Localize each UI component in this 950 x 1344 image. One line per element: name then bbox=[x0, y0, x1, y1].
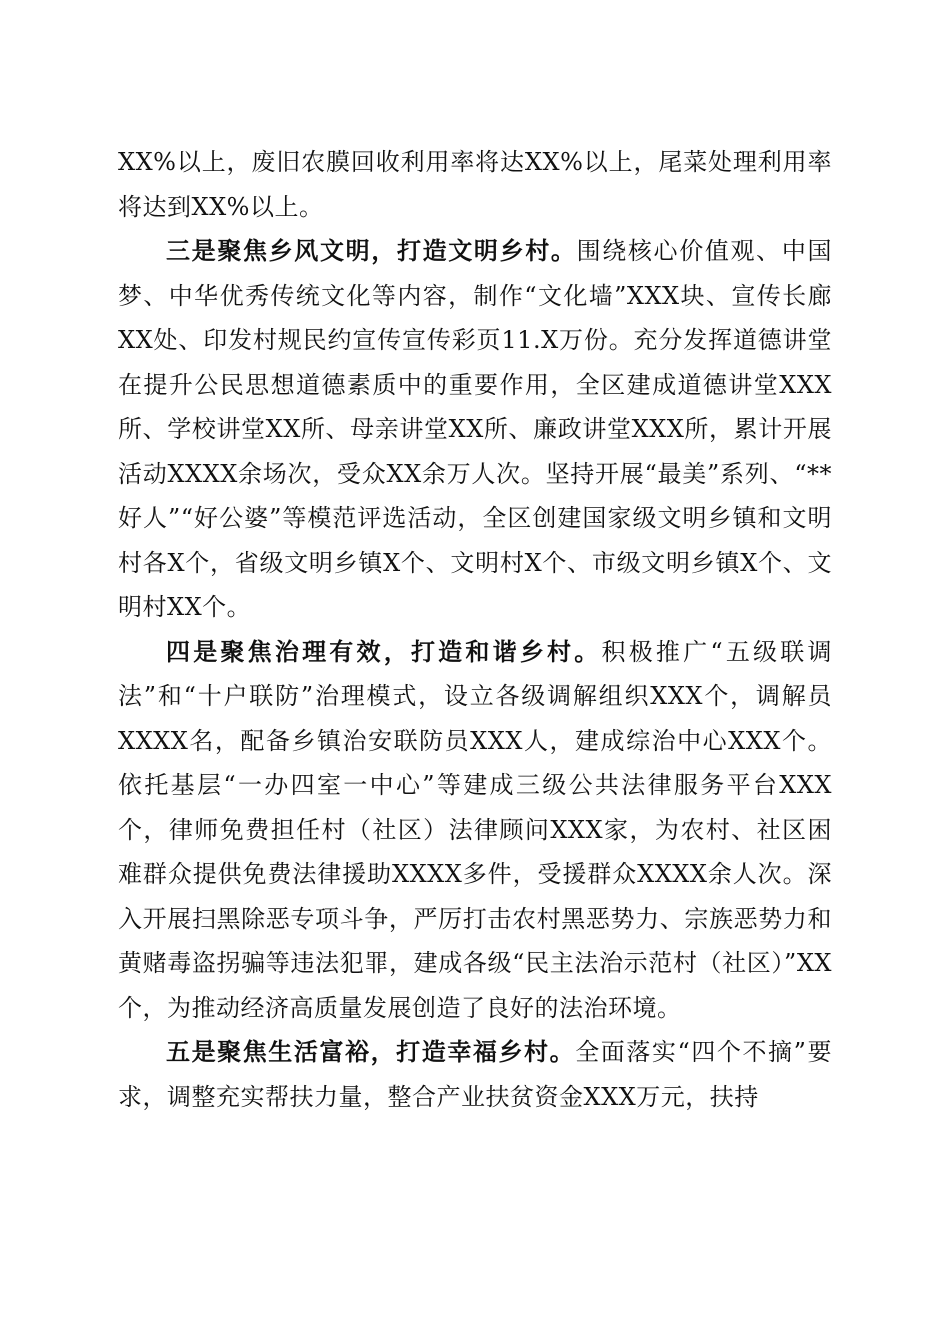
paragraph-text: 全面落实“四个不摘”要求，调整充实帮扶力量，整合产业扶贫资金XXX万元，扶持 bbox=[118, 1038, 832, 1111]
paragraph-continuation bbox=[118, 140, 832, 229]
paragraph-effective-governance bbox=[118, 630, 832, 1031]
paragraph-heading: 三是聚焦乡风文明，打造文明乡村。 bbox=[166, 236, 577, 265]
paragraph-text: 围绕核心价值观、中国梦、中华优秀传统文化等内容，制作“文化墙”XXX块、宣传长廊XX处、印发村规民约宣传宣传彩页11.X万份。充分发挥道德讲堂在提升公民思想道德素质中的重要作用，全区建成道德讲堂XXX所、学校讲堂XX所、母亲讲堂XX所、廉政讲堂XXX所，累计开展活动XXXX余场次，受众XX余万人次。坚持开展“最美”系列、“**好人”“好公婆”等模范评选活动，全区创建国家级文明乡镇和文明村各X个，省级文明乡镇X个、文明村X个、市级文明乡镇X个、文明村XX个。 bbox=[118, 237, 833, 621]
paragraph-heading: 四是聚焦治理有效，打造和谐乡村。 bbox=[166, 636, 602, 666]
document-body bbox=[118, 140, 832, 1119]
paragraph-text: 积极推广“五级联调法”和“十户联防”治理模式，设立各级调解组织XXX个，调解员XXXX名，配备乡镇治安联防员XXX人，建成综治中心XXX个。依托基层“一办四室一中心”等建成三级公共法律服务平台XXX个，律师免费担任村（社区）法律顾问XXX家，为农村、社区困难群众提供免费法律援助XXXX多件，受援群众XXXX余人次。深入开展扫黑除恶专项斗争，严厉打击农村黑恶势力、宗族恶势力和黄赌毒盗拐骗等违法犯罪，建成各级“民主法治示范村（社区）”XX个，为推动经济高质量发展创造了良好的法治环境。 bbox=[118, 637, 832, 1022]
paragraph-rural-civilization bbox=[118, 229, 832, 630]
paragraph-affluent-life bbox=[118, 1030, 832, 1119]
paragraph-text: XX%以上，废旧农膜回收利用率将达XX%以上，尾菜处理利用率将达到XX%以上。 bbox=[118, 148, 832, 221]
paragraph-heading: 五是聚焦生活富裕，打造幸福乡村。 bbox=[166, 1037, 576, 1066]
